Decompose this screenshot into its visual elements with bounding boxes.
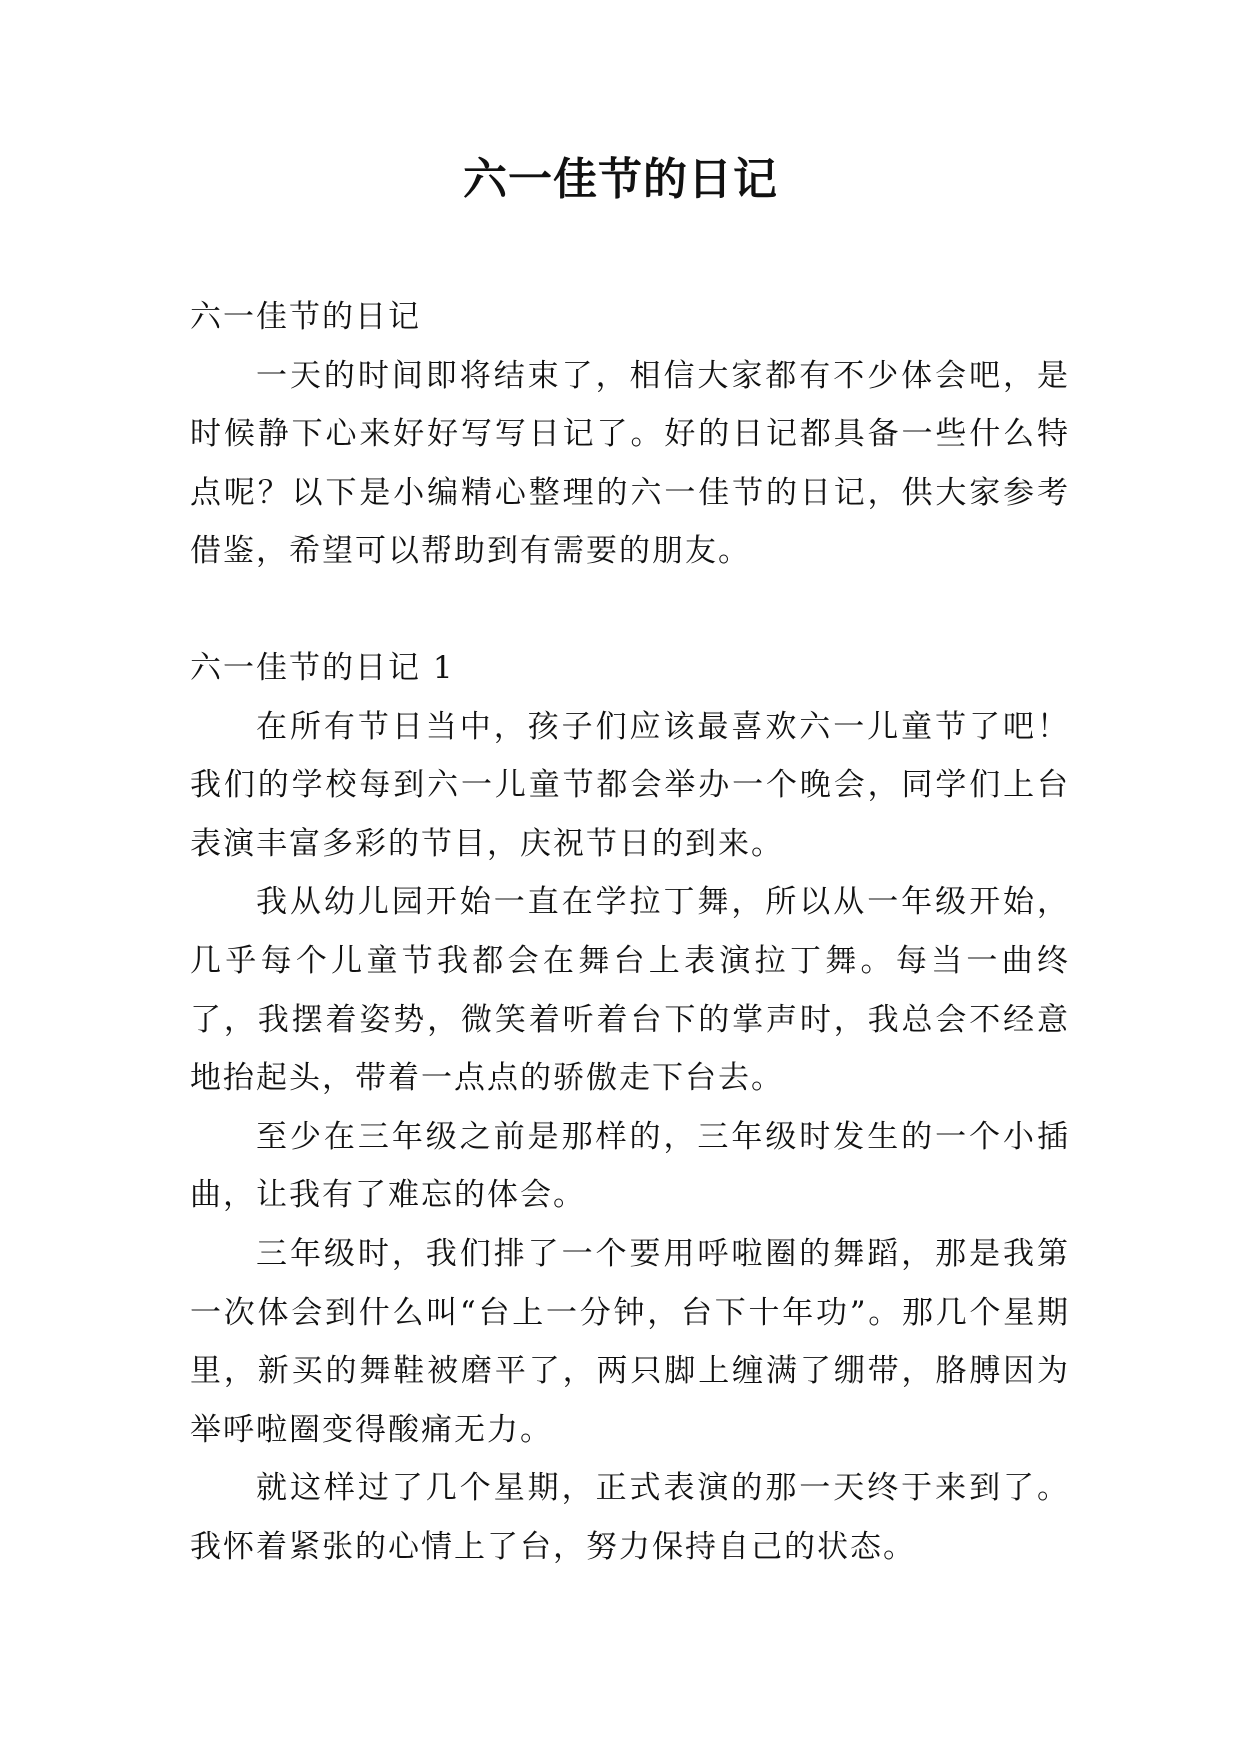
body-paragraph: 三年级时，我们排了一个要用呼啦圈的舞蹈，那是我第一次体会到什么叫“台上一分钟，台下十年功”。那几个星期里，新买的舞鞋被磨平了，两只脚上缠满了绷带，胳膊因为举呼啦圈变得酸痛无力。 (190, 1235, 1070, 1448)
body-paragraph: 我从幼儿园开始一直在学拉丁舞，所以从一年级开始，几乎每个儿童节我都会在舞台上表演拉丁舞。每当一曲终了，我摆着姿势，微笑着听着台下的掌声时，我总会不经意地抬起头，带着一点点的骄傲走下台去。 (190, 884, 1070, 1097)
body-paragraph: 就这样过了几个星期，正式表演的那一天终于来到了。我怀着紧张的心情上了台，努力保持自己的状态。 (190, 1470, 1070, 1565)
intro-paragraph: 一天的时间即将结束了，相信大家都有不少体会吧，是时候静下心来好好写写日记了。好的日记都具备一些什么特点呢？以下是小编精心整理的六一佳节的日记，供大家参考借鉴，希望可以帮助到有需要的朋友。 (190, 357, 1070, 570)
intro-heading: 六一佳节的日记 (190, 299, 421, 335)
section-heading: 六一佳节的日记 1 (190, 649, 455, 686)
body-paragraph: 在所有节日当中，孩子们应该最喜欢六一儿童节了吧！我们的学校每到六一儿童节都会举办一个晚会，同学们上台表演丰富多彩的节目，庆祝节日的到来。 (190, 708, 1070, 862)
document-title: 六一佳节的日记 (463, 154, 778, 205)
document-body (190, 288, 1070, 1576)
section-spacer (190, 581, 1070, 639)
body-paragraph: 至少在三年级之前是那样的，三年级时发生的一个小插曲，让我有了难忘的体会。 (190, 1118, 1070, 1214)
